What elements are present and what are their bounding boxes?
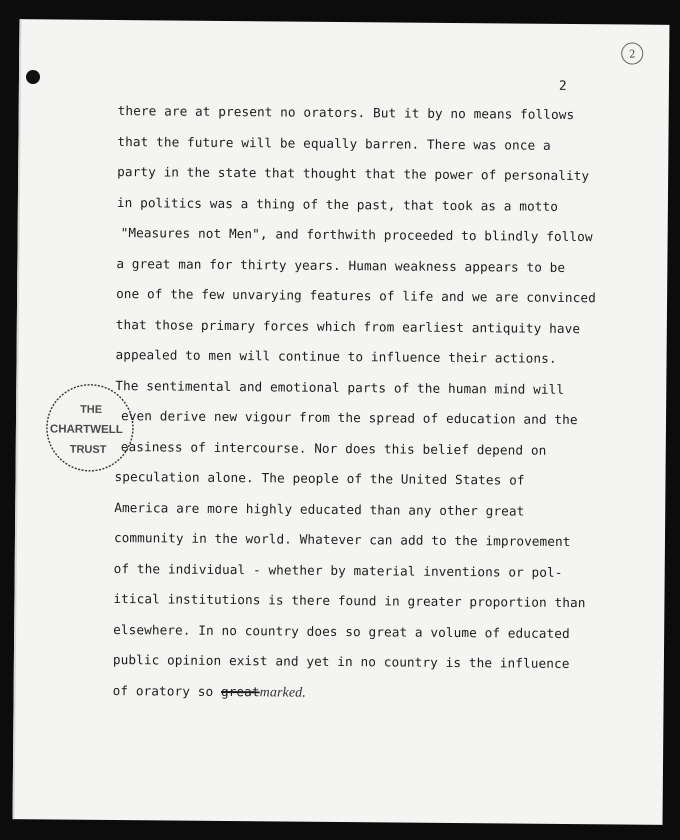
page-number: 2 — [558, 78, 567, 94]
punch-hole-icon — [26, 70, 40, 84]
text-line: appealed to men will continue to influence their actions. — [115, 347, 557, 366]
document-page — [13, 19, 670, 825]
text-line: easiness of intercourse. Nor does this belief depend on — [120, 438, 547, 458]
stamp-line-2: CHARTWELL — [49, 423, 123, 437]
text-line: even derive new vigour from the spread of education and the — [120, 408, 578, 428]
text-line: a great man for thirty years. Human weakness appears to be — [116, 255, 566, 275]
text-line: one of the few unvarying features of life and we are convinced — [116, 286, 596, 306]
text-line: itical institutions is there found in greater proportion than — [113, 591, 586, 611]
text-line: that the future will be equally barren. There was once a — [117, 133, 551, 153]
text-line: America are more highly educated than any other great — [114, 499, 525, 519]
archive-page-mark: 2 — [621, 42, 644, 65]
text-line: in politics was a thing of the past, that took as a motto — [116, 194, 559, 214]
stamp-line-3: TRUST — [69, 443, 107, 456]
text-line: that those primary forces which from earliest antiquity have — [115, 316, 581, 336]
last-line-text: of oratory so — [112, 682, 222, 699]
text-line: there are at present no orators. But it by no means follows — [117, 103, 575, 123]
text-line-last — [113, 676, 653, 711]
text-line: elsewhere. In no country does so great a volume of educated — [113, 621, 570, 641]
text-line: "Measures not Men", and forthwith proceeded to blindly follow — [120, 225, 593, 245]
text-line: speculation alone. The people of the United States of — [114, 469, 525, 488]
struck-word: great — [220, 683, 260, 699]
text-line: party in the state that thought that the power of personality — [117, 164, 590, 184]
text-line: public opinion exist and yet in no country is the influence — [112, 652, 570, 672]
handwritten-correction: marked. — [259, 684, 306, 701]
text-line: of the individual - whether by material inventions or pol- — [113, 560, 563, 580]
stamp-line-1: THE — [80, 403, 103, 416]
text-line: community in the world. Whatever can add to the improvement — [113, 530, 571, 550]
text-line: The sentimental and emotional parts of the human mind will — [115, 377, 565, 397]
typed-body-text — [113, 96, 658, 711]
